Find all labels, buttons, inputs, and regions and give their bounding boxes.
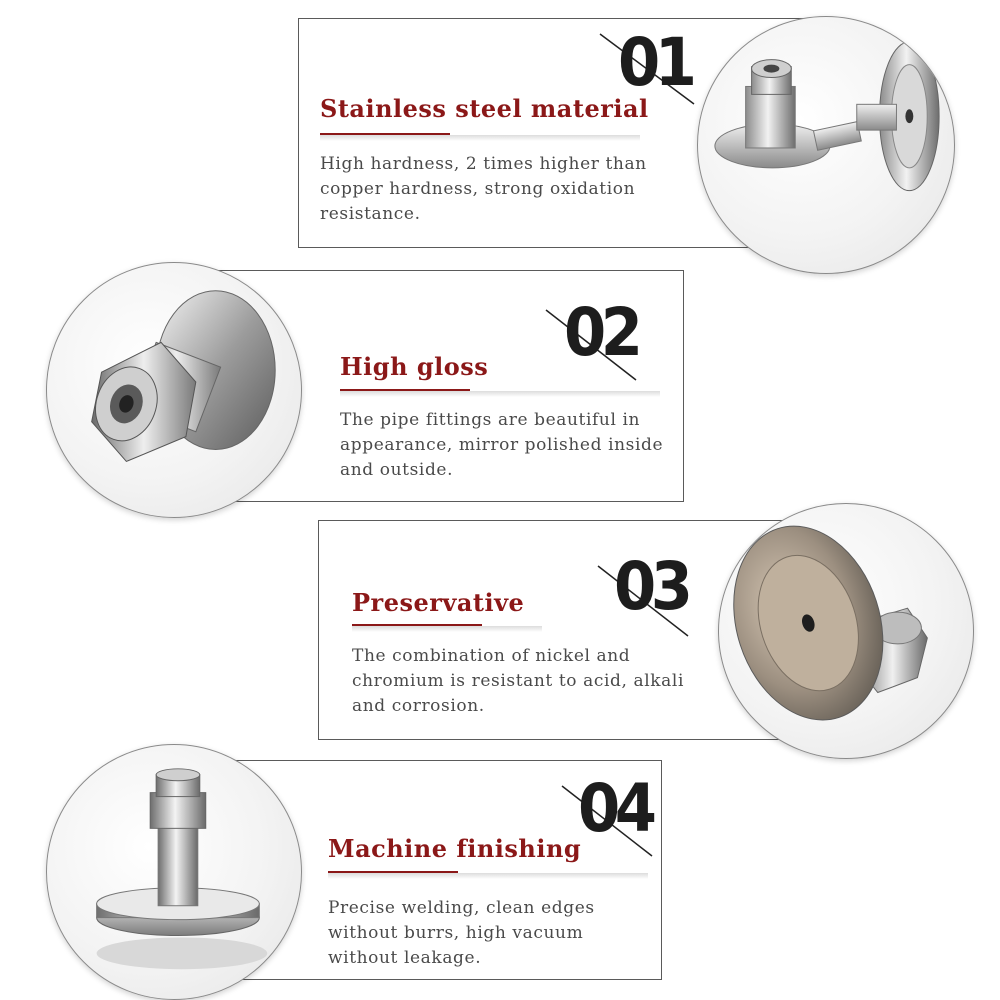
feature-title: Preservative (352, 588, 525, 617)
feature-description: High hardness, 2 times higher than copper hardness, strong oxidation resistance. (320, 154, 647, 224)
product-photo (46, 744, 302, 1000)
ferrule-flange-adapter-closeup-icon (47, 263, 301, 517)
upright-flange-adapter-icon (47, 745, 301, 999)
feature-description: Precise welding, clean edges without burrs, high vacuum without leakage. (328, 898, 595, 968)
feature-description: The combination of nickel and chromium is resistant to acid, alkali and corrosion. (352, 646, 684, 716)
title-shadow (340, 391, 660, 397)
title-shadow (328, 873, 648, 879)
feature-number: 03 (614, 548, 688, 625)
feature-title: High gloss (340, 352, 489, 381)
feature-description: The pipe fittings are beautiful in appearance, mirror polished inside and outside. (340, 410, 664, 480)
feature-title: Machine finishing (328, 834, 582, 863)
product-photo (697, 16, 955, 274)
feature-title: Stainless steel material (320, 94, 649, 123)
feature-number: 01 (618, 24, 692, 101)
ferrule-flange-adapter-angled-icon (698, 17, 954, 273)
product-photo (718, 503, 974, 759)
flange-face-adapter-icon (719, 504, 973, 758)
title-shadow (320, 135, 640, 141)
feature-number: 02 (564, 294, 638, 371)
feature-number: 04 (578, 770, 652, 847)
title-shadow (352, 626, 542, 632)
product-photo (46, 262, 302, 518)
